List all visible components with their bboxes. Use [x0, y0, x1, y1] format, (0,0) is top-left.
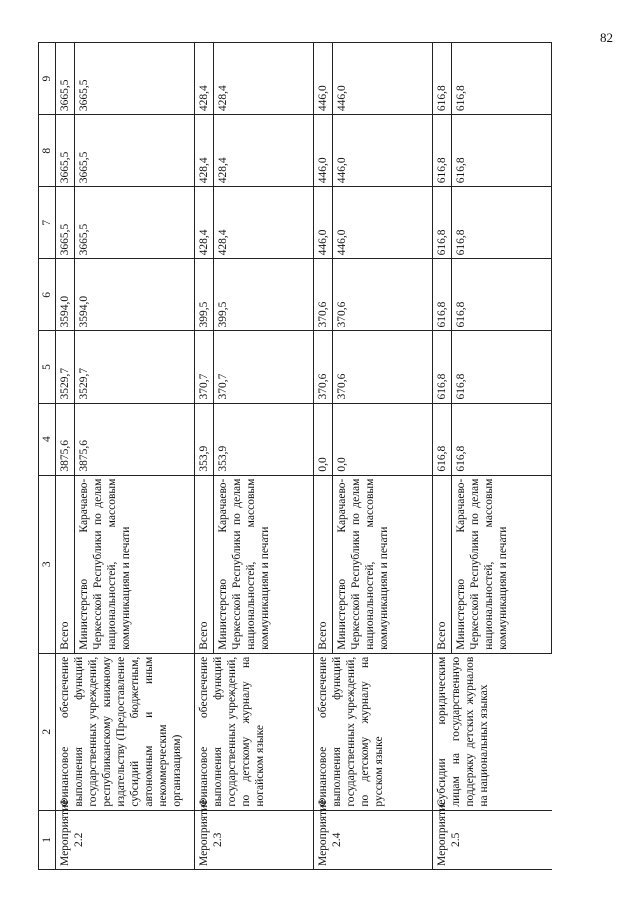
executor-value: 616,8: [452, 43, 552, 115]
total-value: 3875,6: [56, 403, 75, 475]
total-value: 446,0: [314, 187, 333, 259]
executor-value: 3875,6: [75, 403, 195, 475]
executor-value: 0,0: [333, 403, 433, 475]
column-header: 4: [39, 403, 56, 475]
executor-name: Министерство Карачаево-Черкесской Республики по делам национальностей, массовым коммуникациям и печати: [452, 475, 552, 653]
executor-value: 399,5: [214, 259, 314, 331]
measure-label: Мероприятие 2.4: [314, 810, 433, 869]
executor-value: 616,8: [452, 187, 552, 259]
executor-value: 3665,5: [75, 187, 195, 259]
total-value: 616,8: [433, 115, 452, 187]
executor-value: 446,0: [333, 115, 433, 187]
total-value: 428,4: [195, 187, 214, 259]
total-value: 3665,5: [56, 43, 75, 115]
executor-value: 428,4: [214, 187, 314, 259]
column-header: 3: [39, 475, 56, 653]
total-label: Всего: [433, 475, 452, 653]
executor-value: 370,6: [333, 259, 433, 331]
rotated-table-container: [38, 42, 608, 870]
total-value: 370,6: [314, 259, 333, 331]
total-value: 616,8: [433, 259, 452, 331]
total-value: 616,8: [433, 43, 452, 115]
total-value: 446,0: [314, 43, 333, 115]
measure-label: Мероприятие 2.3: [195, 810, 314, 869]
executor-value: 428,4: [214, 115, 314, 187]
total-value: 3665,5: [56, 115, 75, 187]
executor-value: 616,8: [452, 115, 552, 187]
total-value: 428,4: [195, 43, 214, 115]
executor-value: 616,8: [452, 403, 552, 475]
measure-label: Мероприятие 2.5: [433, 810, 552, 869]
total-value: 3529,7: [56, 331, 75, 403]
executor-value: 3665,5: [75, 115, 195, 187]
column-header: 2: [39, 653, 56, 810]
executor-value: 428,4: [214, 43, 314, 115]
table-row: [195, 43, 214, 870]
executor-value: 3594,0: [75, 259, 195, 331]
column-header: 9: [39, 43, 56, 115]
measure-description: Финансовое обеспечение выполнения функций государственных учреждений, по детскому журналу на ногайском языке: [195, 653, 314, 810]
total-label: Всего: [195, 475, 214, 653]
measure-description: Финансовое обеспечение выполнения функций государственных учреждений, по детскому журналу на русском языке: [314, 653, 433, 810]
total-value: 370,7: [195, 331, 214, 403]
header-row: [39, 43, 56, 870]
total-value: 616,8: [433, 403, 452, 475]
program-table: [38, 42, 552, 870]
table-row: [314, 43, 333, 870]
executor-value: 446,0: [333, 43, 433, 115]
total-value: 428,4: [195, 115, 214, 187]
table-row: [56, 43, 75, 870]
total-value: 353,9: [195, 403, 214, 475]
total-value: 399,5: [195, 259, 214, 331]
executor-name: Министерство Карачаево-Черкесской Республики по делам национальностей, массовым коммуникациям и печати: [214, 475, 314, 653]
table-row: [433, 43, 452, 870]
total-value: 370,6: [314, 331, 333, 403]
total-value: 616,8: [433, 187, 452, 259]
column-header: 1: [39, 810, 56, 869]
total-label: Всего: [314, 475, 333, 653]
measure-label: Мероприятие 2.2: [56, 810, 195, 869]
executor-value: 3665,5: [75, 43, 195, 115]
total-value: 3665,5: [56, 187, 75, 259]
measure-description: Субсидии юридическим лицам на государственную поддержку детских журналов на национальных языках: [433, 653, 552, 810]
page-number: 82: [600, 30, 613, 45]
total-value: 0,0: [314, 403, 333, 475]
column-header: 7: [39, 187, 56, 259]
executor-value: 446,0: [333, 187, 433, 259]
executor-value: 353,9: [214, 403, 314, 475]
total-value: 446,0: [314, 115, 333, 187]
column-header: 6: [39, 259, 56, 331]
executor-value: 370,7: [214, 331, 314, 403]
measure-description: Финансовое обеспечение выполнения функций государственных учреждений, республиканскому книжному издательству (Предоставление субсидий бюджетным, автономным и иным некоммерческим организациям): [56, 653, 195, 810]
executor-value: 3529,7: [75, 331, 195, 403]
total-value: 3594,0: [56, 259, 75, 331]
total-value: 616,8: [433, 331, 452, 403]
column-header: 8: [39, 115, 56, 187]
executor-value: 616,8: [452, 259, 552, 331]
column-header: 5: [39, 331, 56, 403]
total-label: Всего: [56, 475, 75, 653]
executor-name: Министерство Карачаево-Черкесской Республики по делам национальностей, массовым коммуникациям и печати: [333, 475, 433, 653]
executor-name: Министерство Карачаево-Черкесской Республики по делам национальностей, массовым коммуникациям и печати: [75, 475, 195, 653]
executor-value: 616,8: [452, 331, 552, 403]
executor-value: 370,6: [333, 331, 433, 403]
